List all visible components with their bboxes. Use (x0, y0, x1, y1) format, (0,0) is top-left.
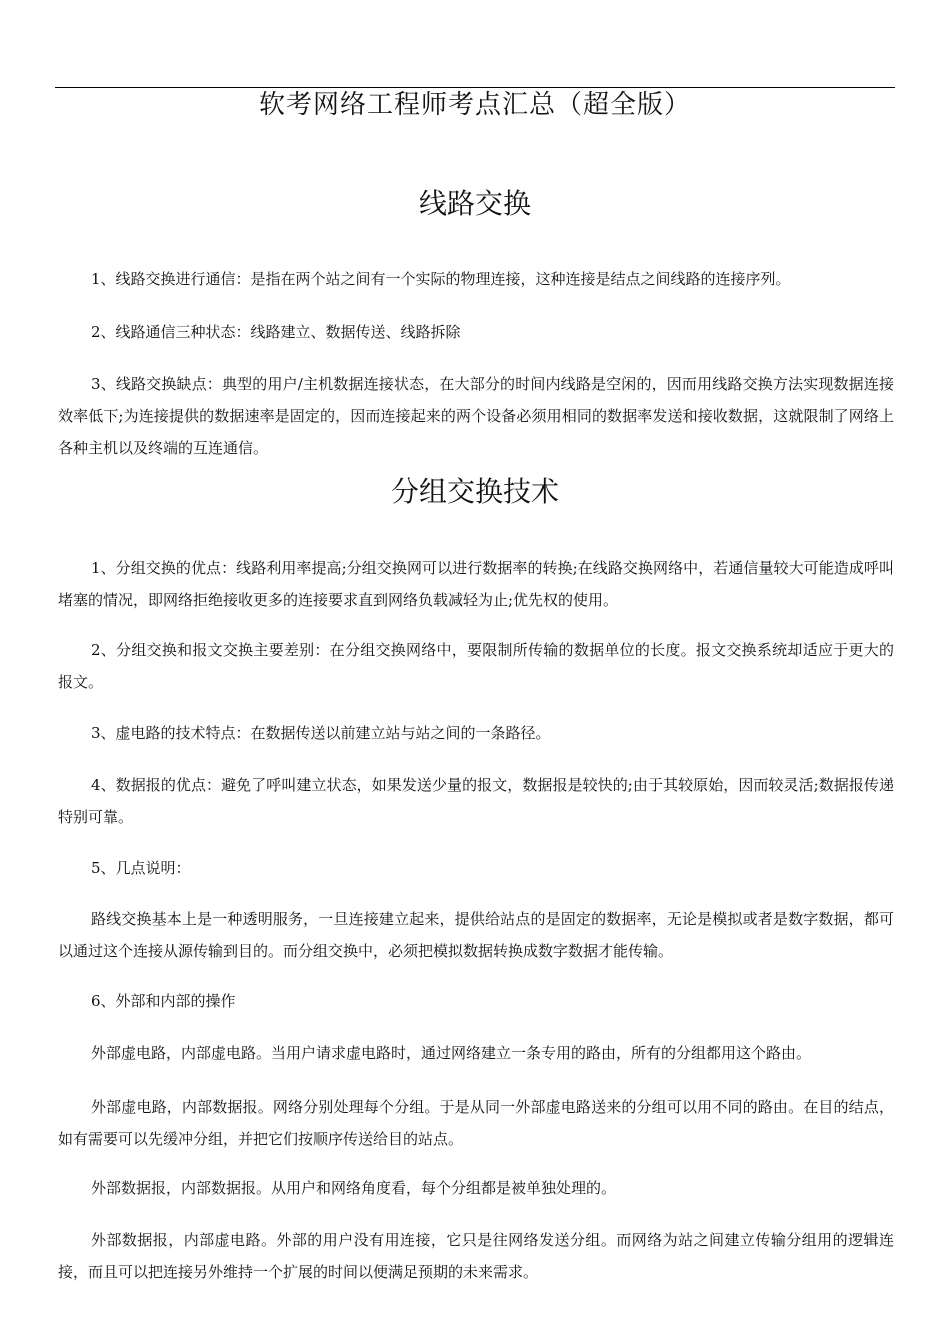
paragraph: 2、分组交换和报文交换主要差别：在分组交换网络中，要限制所传输的数据单位的长度。报文交换系统却适应于更大的报文。 (58, 641, 894, 691)
paragraph: 3、线路交换缺点：典型的用户/主机数据连接状态，在大部分的时间内线路是空闲的，因而用线路交换方法实现数据连接效率低下;为连接提供的数据速率是固定的，因而连接起来的两个设备必须用相同的数据率发送和接收数据，这就限制了网络上各种主机以及终端的互连通信。 (58, 375, 894, 457)
paragraph: 1、分组交换的优点：线路利用率提高;分组交换网可以进行数据率的转换;在线路交换网络中，若通信量较大可能造成呼叫堵塞的情况，即网络拒绝接收更多的连接要求直到网络负载减轻为止;优先权的使用。 (58, 559, 894, 609)
section-heading-packet-switching: 分组交换技术 (390, 475, 559, 508)
section-heading-circuit-switching: 线路交换 (418, 187, 531, 220)
paragraph: 外部数据报，内部数据报。从用户和网络角度看，每个分组都是被单独处理的。 (91, 1179, 617, 1197)
paragraph: 外部虚电路，内部数据报。网络分别处理每个分组。于是从同一外部虚电路送来的分组可以用不同的路由。在目的结点，如有需要可以先缓冲分组，并把它们按顺序传送给目的站点。 (58, 1098, 894, 1148)
paragraph: 3、虚电路的技术特点：在数据传送以前建立站与站之间的一条路径。 (91, 724, 551, 742)
paragraph: 2、线路通信三种状态：线路建立、数据传送、线路拆除 (91, 323, 461, 341)
paragraph: 外部数据报，内部虚电路。外部的用户没有用连接，它只是往网络发送分组。而网络为站之间建立传输分组用的逻辑连接，而且可以把连接另外维持一个扩展的时间以便满足预期的未来需求。 (58, 1231, 894, 1281)
document-title: 软考网络工程师考点汇总（超全版） (258, 90, 691, 120)
paragraph: 6、外部和内部的操作 (91, 992, 236, 1010)
paragraph: 路线交换基本上是一种透明服务，一旦连接建立起来，提供给站点的是固定的数据率，无论是模拟或者是数字数据，都可以通过这个连接从源传输到目的。而分组交换中，必须把模拟数据转换成数字数据才能传输。 (58, 910, 894, 960)
paragraph: 4、数据报的优点：避免了呼叫建立状态，如果发送少量的报文，数据报是较快的;由于其较原始，因而较灵活;数据报传递特别可靠。 (58, 776, 894, 826)
paragraph: 5、几点说明： (91, 859, 191, 877)
paragraph: 1、线路交换进行通信：是指在两个站之间有一个实际的物理连接，这种连接是结点之间线路的连接序列。 (91, 270, 791, 288)
paragraph: 外部虚电路，内部虚电路。当用户请求虚电路时，通过网络建立一条专用的路由，所有的分组都用这个路由。 (91, 1044, 812, 1062)
